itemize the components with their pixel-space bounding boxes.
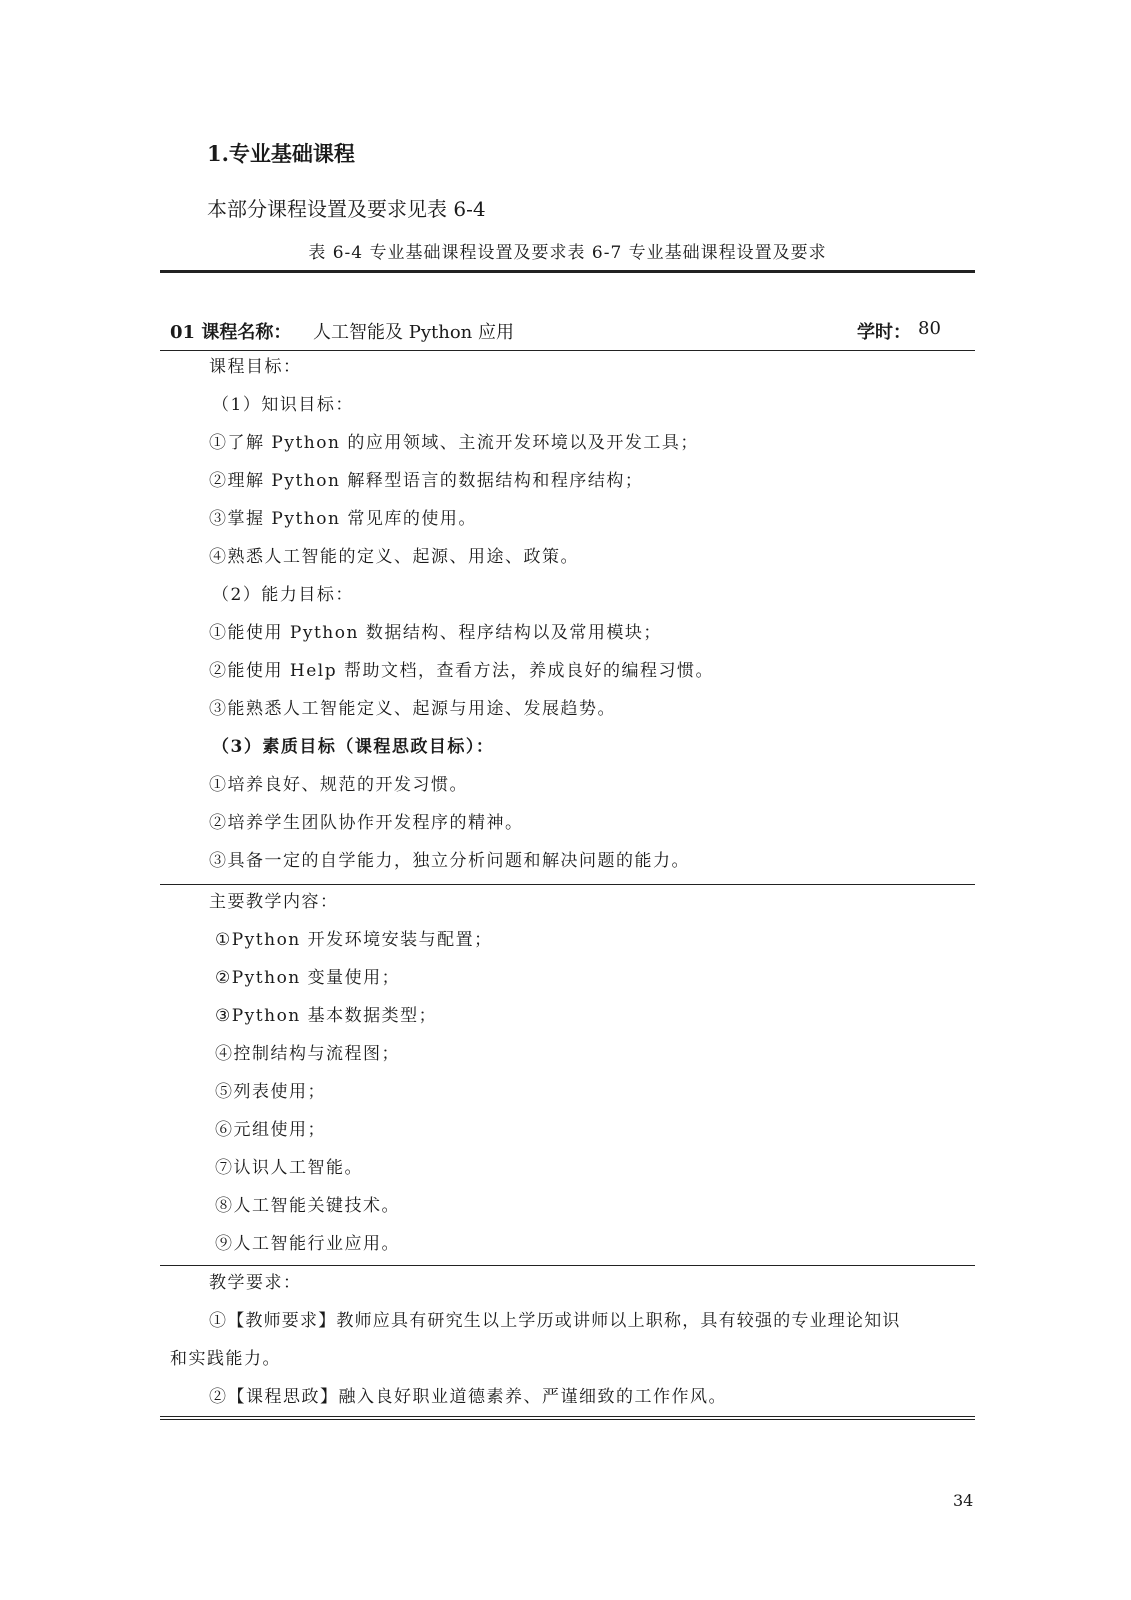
content-item: ④控制结构与流程图；	[215, 1044, 400, 1064]
content-item: ⑥元组使用；	[215, 1120, 326, 1140]
knowledge-item: ④熟悉人工智能的定义、起源、用途、政策。	[209, 547, 579, 567]
knowledge-item: ③掌握 Python 常见库的使用。	[209, 509, 477, 529]
content-title: 主要教学内容：	[209, 892, 339, 912]
course-hours-label: 学时：	[857, 322, 911, 343]
requirement-item-teacher: ①【教师要求】教师应具有研究生以上学历或讲师以上职称，具有较强的专业理论知识	[209, 1311, 901, 1331]
ability-item: ①能使用 Python 数据结构、程序结构以及常用模块；	[209, 623, 662, 643]
page-number: 34	[953, 1491, 974, 1510]
quality-item: ①培养良好、规范的开发习惯。	[209, 775, 468, 795]
knowledge-title: （1）知识目标：	[212, 395, 354, 415]
content-item: ⑦认识人工智能。	[215, 1158, 363, 1178]
course-hours-value: 80	[918, 318, 941, 339]
requirement-item-teacher-cont: 和实践能力。	[170, 1349, 281, 1369]
table-caption: 表 6-4 专业基础课程设置及要求表 6-7 专业基础课程设置及要求	[308, 243, 827, 263]
quality-title: （3）素质目标（课程思政目标）：	[212, 737, 495, 757]
ability-item: ③能熟悉人工智能定义、起源与用途、发展趋势。	[209, 699, 616, 719]
quality-item: ③具备一定的自学能力，独立分析问题和解决问题的能力。	[209, 851, 690, 871]
table-bottom-rule	[160, 1416, 975, 1417]
knowledge-item: ①了解 Python 的应用领域、主流开发环境以及开发工具；	[209, 433, 699, 453]
content-item: ②Python 变量使用；	[215, 968, 401, 988]
ability-title: （2）能力目标：	[212, 585, 354, 605]
ability-item: ②能使用 Help 帮助文档，查看方法，养成良好的编程习惯。	[209, 661, 715, 681]
course-name-label: 01 课程名称：	[170, 322, 292, 343]
course-name: 人工智能及 Python 应用	[313, 322, 514, 343]
content-item: ⑧人工智能关键技术。	[215, 1196, 400, 1216]
content-divider	[160, 1265, 975, 1266]
header-divider	[160, 350, 975, 351]
table-bottom-rule-2	[160, 1419, 975, 1420]
objectives-title: 课程目标：	[209, 357, 302, 377]
knowledge-item: ②理解 Python 解释型语言的数据结构和程序结构；	[209, 471, 644, 491]
content-item: ①Python 开发环境安装与配置；	[215, 930, 493, 950]
section-heading: 1.专业基础课程	[207, 141, 355, 166]
section-intro: 本部分课程设置及要求见表 6-4	[207, 197, 486, 221]
requirements-title: 教学要求：	[209, 1273, 302, 1293]
content-item: ⑨人工智能行业应用。	[215, 1234, 400, 1254]
content-item: ③Python 基本数据类型；	[215, 1006, 438, 1026]
objectives-divider	[160, 884, 975, 885]
quality-item: ②培养学生团队协作开发程序的精神。	[209, 813, 524, 833]
content-item: ⑤列表使用；	[215, 1082, 326, 1102]
requirement-item-ideology: ②【课程思政】融入良好职业道德素养、严谨细致的工作作风。	[209, 1387, 727, 1407]
table-top-rule	[160, 270, 975, 273]
